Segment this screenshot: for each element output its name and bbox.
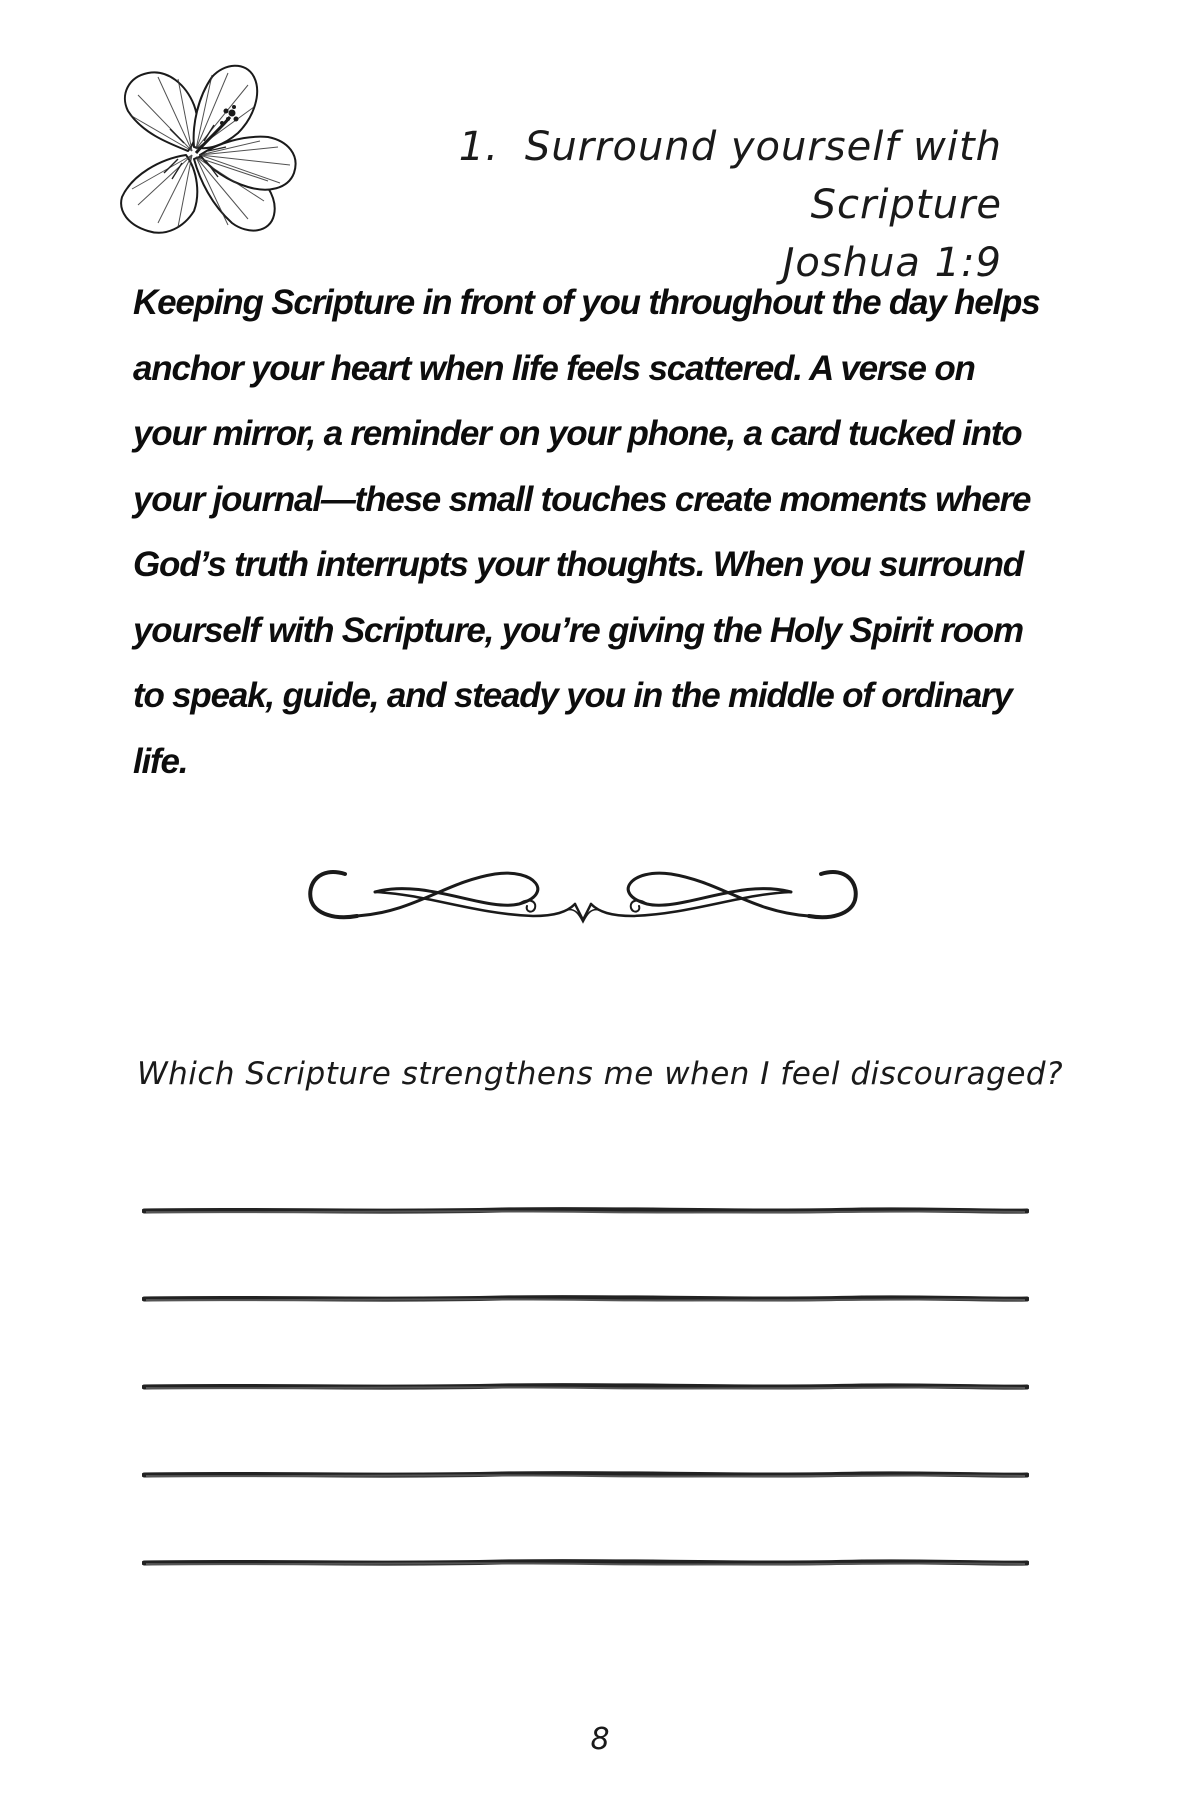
writing-line[interactable] xyxy=(142,1469,1029,1481)
writing-line[interactable] xyxy=(142,1381,1029,1393)
page-number: 8 xyxy=(590,1722,610,1757)
writing-lines xyxy=(142,1205,1029,1645)
section-number: 1. xyxy=(458,124,499,170)
flourish-divider-icon xyxy=(305,856,861,938)
hibiscus-flower-icon xyxy=(108,55,304,245)
section-title: Surround yourself with Scripture xyxy=(524,124,1002,228)
writing-line[interactable] xyxy=(142,1293,1029,1305)
writing-line[interactable] xyxy=(142,1557,1029,1569)
journal-prompt: Which Scripture strengthens me when I feel discouraged? xyxy=(136,1056,1064,1092)
writing-line[interactable] xyxy=(142,1205,1029,1217)
section-heading xyxy=(282,118,1002,292)
body-paragraph: Keeping Scripture in front of you throughout the day helps anchor your heart when life feels scattered. A verse on your mirror, a reminder on your phone, a card tucked into your journal—these small touches create moments where God’s truth interrupts your thoughts. When you surround yourself with Scripture, you’re giving the Holy Spirit room to speak, guide, and steady you in the middle of ordinary life. xyxy=(133,283,1040,781)
scripture-reference: Joshua 1:9 xyxy=(782,240,1002,286)
